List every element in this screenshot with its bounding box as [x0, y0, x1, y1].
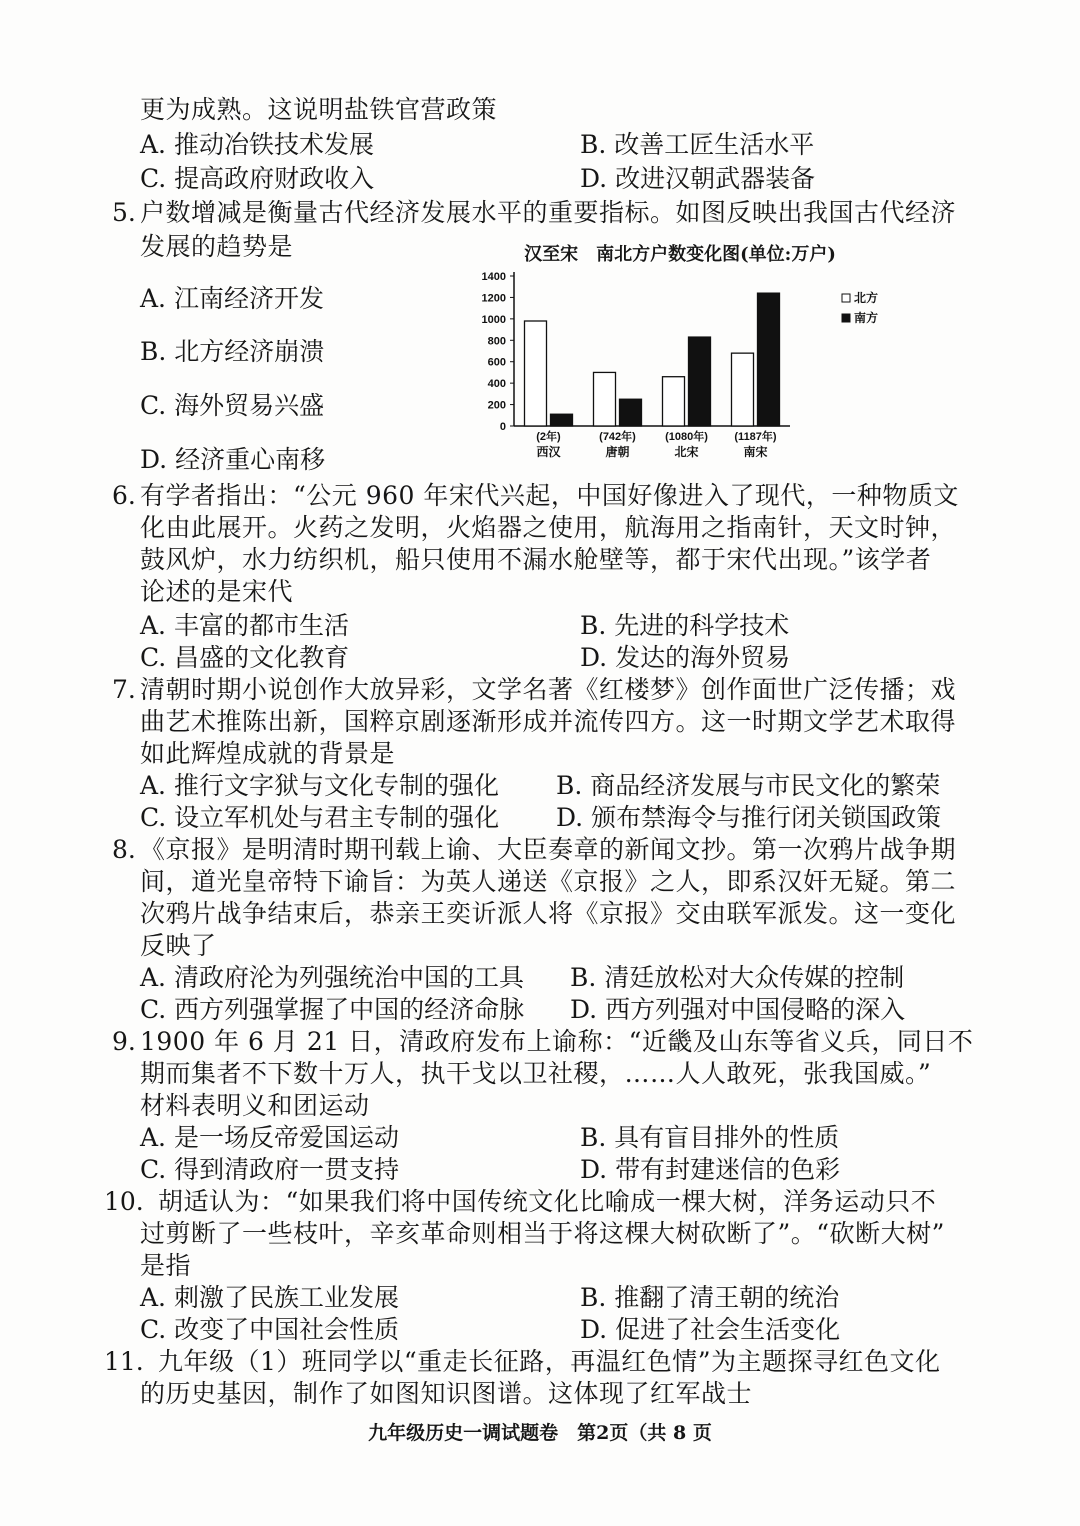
bar-north [525, 321, 547, 426]
x-year-label: (1187年) [734, 431, 777, 443]
question-9-stem-line: 期而集者不下数十万人，执干戈以卫社稷，……人人敢死，张我国威。” [140, 1059, 932, 1088]
question-7-option-a: A. 推行文字狱与文化专制的强化 [140, 771, 499, 800]
question-6-stem-line: 化由此展开。火药之发明，火焰器之使用，航海用之指南针，天文时钟， [140, 513, 957, 542]
x-year-label: (742年) [599, 431, 636, 443]
question-11-number: 11. [104, 1347, 144, 1376]
question-9-option-b: B. 具有盲目排外的性质 [580, 1123, 840, 1152]
y-tick-label: 200 [487, 399, 506, 412]
bar-south [620, 399, 642, 426]
question-4-stem-tail: 更为成熟。这说明盐铁官营政策 [140, 95, 498, 124]
question-10-option-c: C. 改变了中国社会性质 [140, 1315, 400, 1344]
question-10-stem-line: 过剪断了一些枝叶，辛亥革命则相当于将这棵大树砍断了”。“砍断大树” [140, 1219, 945, 1248]
question-9-number: 9. [112, 1027, 136, 1056]
legend-swatch [842, 314, 850, 322]
question-10-option-d: D. 促进了社会生活变化 [580, 1315, 841, 1344]
question-6-stem-line: 鼓风炉，水力纺织机，船只使用不漏水舱壁等，都于宋代出现。”该学者 [140, 545, 932, 574]
question-8-option-b: B. 清廷放松对大众传媒的控制 [570, 963, 905, 992]
x-year-label: (2年) [536, 431, 561, 443]
household-bar-chart [470, 262, 910, 472]
question-7-number: 7. [112, 675, 136, 704]
bar-north [594, 372, 616, 426]
question-6-option-d: D. 发达的海外贸易 [580, 643, 791, 672]
question-9-stem-line: 1900 年 6 月 21 日，清政府发布上谕称：“近畿及山东等省义兵，同日不 [140, 1027, 974, 1056]
question-11-stem-line: 九年级（1）班同学以“重走长征路，再温红色情”为主题探寻红色文化 [158, 1347, 941, 1376]
question-9-option-d: D. 带有封建迷信的色彩 [580, 1155, 841, 1184]
question-7-stem-line: 如此辉煌成就的背景是 [140, 739, 396, 768]
legend-label: 北方 [854, 291, 879, 305]
bar-south [551, 414, 573, 426]
question-6-option-b: B. 先进的科学技术 [580, 611, 790, 640]
question-8-stem-line: 反映了 [140, 931, 217, 960]
question-5-option-a: A. 江南经济开发 [140, 284, 324, 313]
question-4-option-c: C. 提高政府财政收入 [140, 164, 375, 193]
y-tick-label: 1000 [481, 313, 506, 326]
question-6-option-a: A. 丰富的都市生活 [140, 611, 349, 640]
x-category-label: 西汉 [536, 445, 561, 459]
legend-label: 南方 [854, 311, 879, 325]
question-8-stem-line: 次鸦片战争结束后，恭亲王奕䜣派人将《京报》交由联军派发。这一变化 [140, 899, 957, 928]
chart-title: 汉至宋 南北方户数变化图(单位:万户) [524, 244, 836, 265]
question-5-option-c: C. 海外贸易兴盛 [140, 391, 325, 420]
question-9-option-a: A. 是一场反帝爱国运动 [140, 1123, 399, 1152]
question-7-stem-line: 清朝时期小说创作大放异彩，文学名著《红楼梦》创作面世广泛传播；戏 [140, 675, 957, 704]
question-10-number: 10. [104, 1187, 144, 1216]
question-10-option-b: B. 推翻了清王朝的统治 [580, 1283, 840, 1312]
question-5-stem-line: 户数增减是衡量古代经济发展水平的重要指标。如图反映出我国古代经济 [140, 198, 957, 227]
y-tick-label: 800 [487, 335, 506, 348]
question-9-option-c: C. 得到清政府一贯支持 [140, 1155, 400, 1184]
question-7-stem-line: 曲艺术推陈出新，国粹京剧逐渐形成并流传四方。这一时期文学艺术取得 [140, 707, 957, 736]
question-10-stem-line: 是指 [140, 1251, 192, 1280]
question-10-stem-line: 胡适认为：“如果我们将中国传统文化比喻成一棵大树，洋务运动只不 [158, 1187, 937, 1216]
bar-south [758, 293, 780, 426]
legend-swatch [842, 294, 850, 302]
question-8-option-d: D. 西方列强对中国侵略的深入 [570, 995, 906, 1024]
question-8-number: 8. [112, 835, 136, 864]
y-tick-label: 0 [499, 421, 506, 433]
bar-north [663, 377, 685, 426]
question-7-option-b: B. 商品经济发展与市民文化的繁荣 [556, 771, 941, 800]
y-tick-label: 1400 [481, 271, 506, 283]
question-6-stem-line: 论述的是宋代 [140, 577, 294, 606]
bar-south [689, 337, 711, 426]
question-10-option-a: A. 刺激了民族工业发展 [140, 1283, 399, 1312]
question-11-stem-line: 的历史基因，制作了如图知识图谱。这体现了红军战士 [140, 1379, 753, 1408]
question-5-number: 5. [112, 198, 136, 227]
question-8-stem-line: 《京报》是明清时期刊载上谕、大臣奏章的新闻文抄。第一次鸦片战争期 [140, 835, 957, 864]
y-tick-label: 400 [487, 378, 506, 391]
page-footer: 九年级历史一调试题卷 第2页（共 8 页 [368, 1422, 712, 1444]
question-4-option-a: A. 推动冶铁技术发展 [140, 130, 374, 159]
question-6-option-c: C. 昌盛的文化教育 [140, 643, 350, 672]
question-4-option-d: D. 改进汉朝武器装备 [580, 164, 816, 193]
y-tick-label: 600 [487, 356, 506, 369]
question-5-option-b: B. 北方经济崩溃 [140, 337, 325, 366]
question-6-stem-line: 有学者指出：“公元 960 年宋代兴起，中国好像进入了现代，一种物质文 [140, 481, 959, 510]
x-category-label: 唐朝 [605, 445, 630, 459]
bar-north [732, 353, 754, 426]
question-6-number: 6. [112, 481, 136, 510]
question-9-stem-line: 材料表明义和团运动 [140, 1091, 370, 1120]
question-7-option-c: C. 设立军机处与君主专制的强化 [140, 803, 500, 832]
question-5-stem-line: 发展的趋势是 [140, 232, 294, 261]
question-8-option-a: A. 清政府沦为列强统治中国的工具 [140, 963, 524, 992]
y-tick-label: 1200 [481, 292, 506, 305]
question-7-option-d: D. 颁布禁海令与推行闭关锁国政策 [556, 803, 942, 832]
x-category-label: 北宋 [674, 445, 699, 459]
question-8-option-c: C. 西方列强掌握了中国的经济命脉 [140, 995, 525, 1024]
question-4-option-b: B. 改善工匠生活水平 [580, 130, 815, 159]
x-category-label: 南宋 [743, 445, 768, 459]
x-year-label: (1080年) [665, 431, 708, 443]
question-5-option-d: D. 经济重心南移 [140, 445, 326, 474]
question-8-stem-line: 间，道光皇帝特下谕旨：为英人递送《京报》之人，即系汉奸无疑。第二 [140, 867, 957, 896]
